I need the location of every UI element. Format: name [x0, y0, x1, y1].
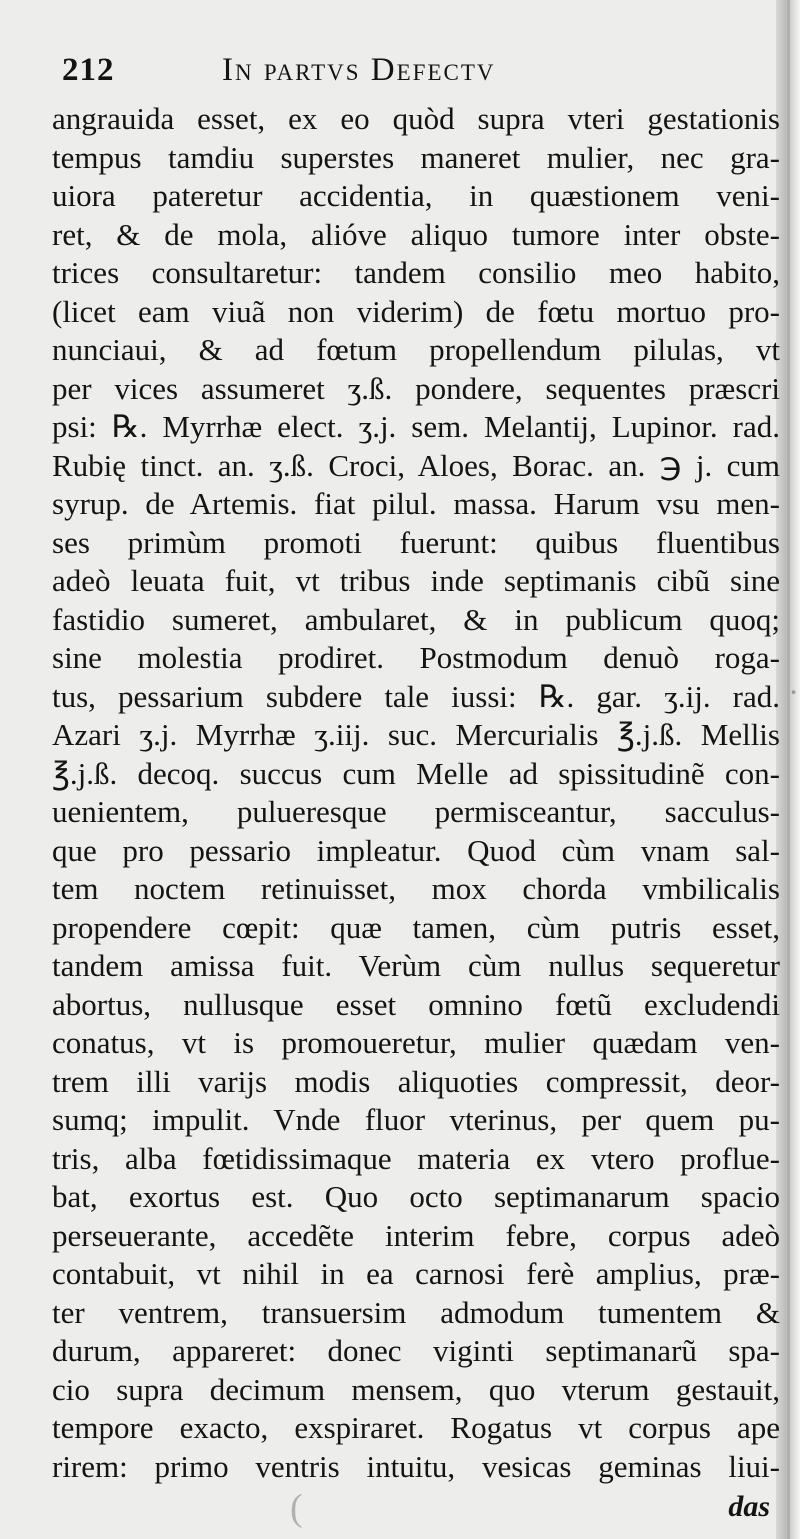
- text-line: bat, exortus est. Quo octo septimanarum spacio: [52, 1179, 780, 1214]
- text-line: tus, pessarium subdere tale iussi: ℞. gar. ʒ.ij. rad.: [52, 678, 780, 714]
- text-line: conatus, vt is promoueretur, mulier quædam ven-: [52, 1025, 780, 1060]
- text-line: ter ventrem, transuersim admodum tumentem &: [52, 1294, 780, 1330]
- running-head: In partvs Defectv: [222, 52, 496, 88]
- text-line: tandem amissa fuit. Verùm cùm nullus sequeretur: [52, 948, 780, 983]
- text-line: uiora pateretur accidentia, in quæstionem veni-: [52, 178, 780, 213]
- text-line: ses primùm promoti fuerunt: quibus fluentibus: [52, 524, 780, 560]
- text-line: trices consultaretur: tandem consilio meo habito,: [52, 255, 780, 290]
- text-line: ret, & de mola, alióve aliquo tumore inter obste-: [52, 216, 780, 252]
- text-line: tempore exacto, exspiraret. Rogatus vt corpus ape: [52, 1410, 780, 1445]
- text-line: rirem: primo ventris intuitu, vesicas geminas liui-: [52, 1448, 780, 1484]
- text-line: Rubię tinct. an. ʒ.ß. Croci, Aloes, Borac. an. ℈ j. cum: [52, 447, 780, 483]
- margin-mark: ·: [789, 676, 798, 709]
- text-line: tempus tamdiu superstes maneret mulier, nec gra-: [52, 139, 780, 175]
- text-line: syrup. de Artemis. fiat pilul. massa. Harum vsu men-: [52, 486, 780, 521]
- paren-mark: (: [290, 1487, 303, 1529]
- text-line: tris, alba fœtidissimaque materia ex vtero proflue-: [52, 1140, 780, 1176]
- text-line: contabuit, vt nihil in ea carnosi ferè amplius, præ-: [52, 1256, 780, 1291]
- text-line: fastidio sumeret, ambularet, & in publicum quoq;: [52, 601, 780, 637]
- page-header: [56, 52, 756, 98]
- body-text: [52, 100, 780, 1486]
- text-line: per vices assumeret ʒ.ß. pondere, sequentes præscri: [52, 370, 780, 406]
- text-line: (licet eam viuã non viderim) de fœtu mortuo pro-: [52, 293, 780, 329]
- text-line: que pro pessario impleatur. Quod cùm vnam sal-: [52, 832, 780, 868]
- text-line: adeò leuata fuit, vt tribus inde septimanis cibũ sine: [52, 563, 780, 598]
- page-number: 212: [62, 52, 115, 88]
- text-line: angrauida esset, ex eo quòd supra vteri gestationis: [52, 101, 780, 136]
- text-line: sine molestia prodiret. Postmodum denuò roga-: [52, 640, 780, 675]
- text-line: cio supra decimum mensem, quo vterum gestauit,: [52, 1371, 780, 1407]
- text-line: nunciaui, & ad fœtum propellendum pilulas, vt: [52, 332, 780, 367]
- text-line: tem noctem retinuisset, mox chorda vmbilicalis: [52, 871, 780, 906]
- binding-line: [787, 0, 790, 1539]
- text-line: trem illi varijs modis aliquoties compressit, deor-: [52, 1063, 780, 1099]
- text-line: psi: ℞. Myrrhæ elect. ʒ.j. sem. Melantij, Lupinor. rad.: [52, 409, 780, 444]
- text-line: abortus, nullusque esset omnino fœtũ excludendi: [52, 986, 780, 1022]
- text-line: propendere cœpit: quæ tamen, cùm putris esset,: [52, 909, 780, 945]
- text-line: ℥.j.ß. decoq. succus cum Melle ad spissitudinẽ con-: [52, 755, 780, 791]
- text-line: sumq; impulit. Vnde fluor vterinus, per quem pu-: [52, 1102, 780, 1137]
- text-line: perseuerante, accedẽte interim febre, corpus adeò: [52, 1217, 780, 1253]
- catchword: das: [728, 1490, 770, 1523]
- text-line: uenientem, pulueresque permisceantur, sacculus-: [52, 794, 780, 829]
- text-line: Azari ʒ.j. Myrrhæ ʒ.iij. suc. Mercurialis ℥.j.ß. Mellis: [52, 717, 780, 752]
- text-line: durum, appareret: donec viginti septimanarũ spa-: [52, 1333, 780, 1368]
